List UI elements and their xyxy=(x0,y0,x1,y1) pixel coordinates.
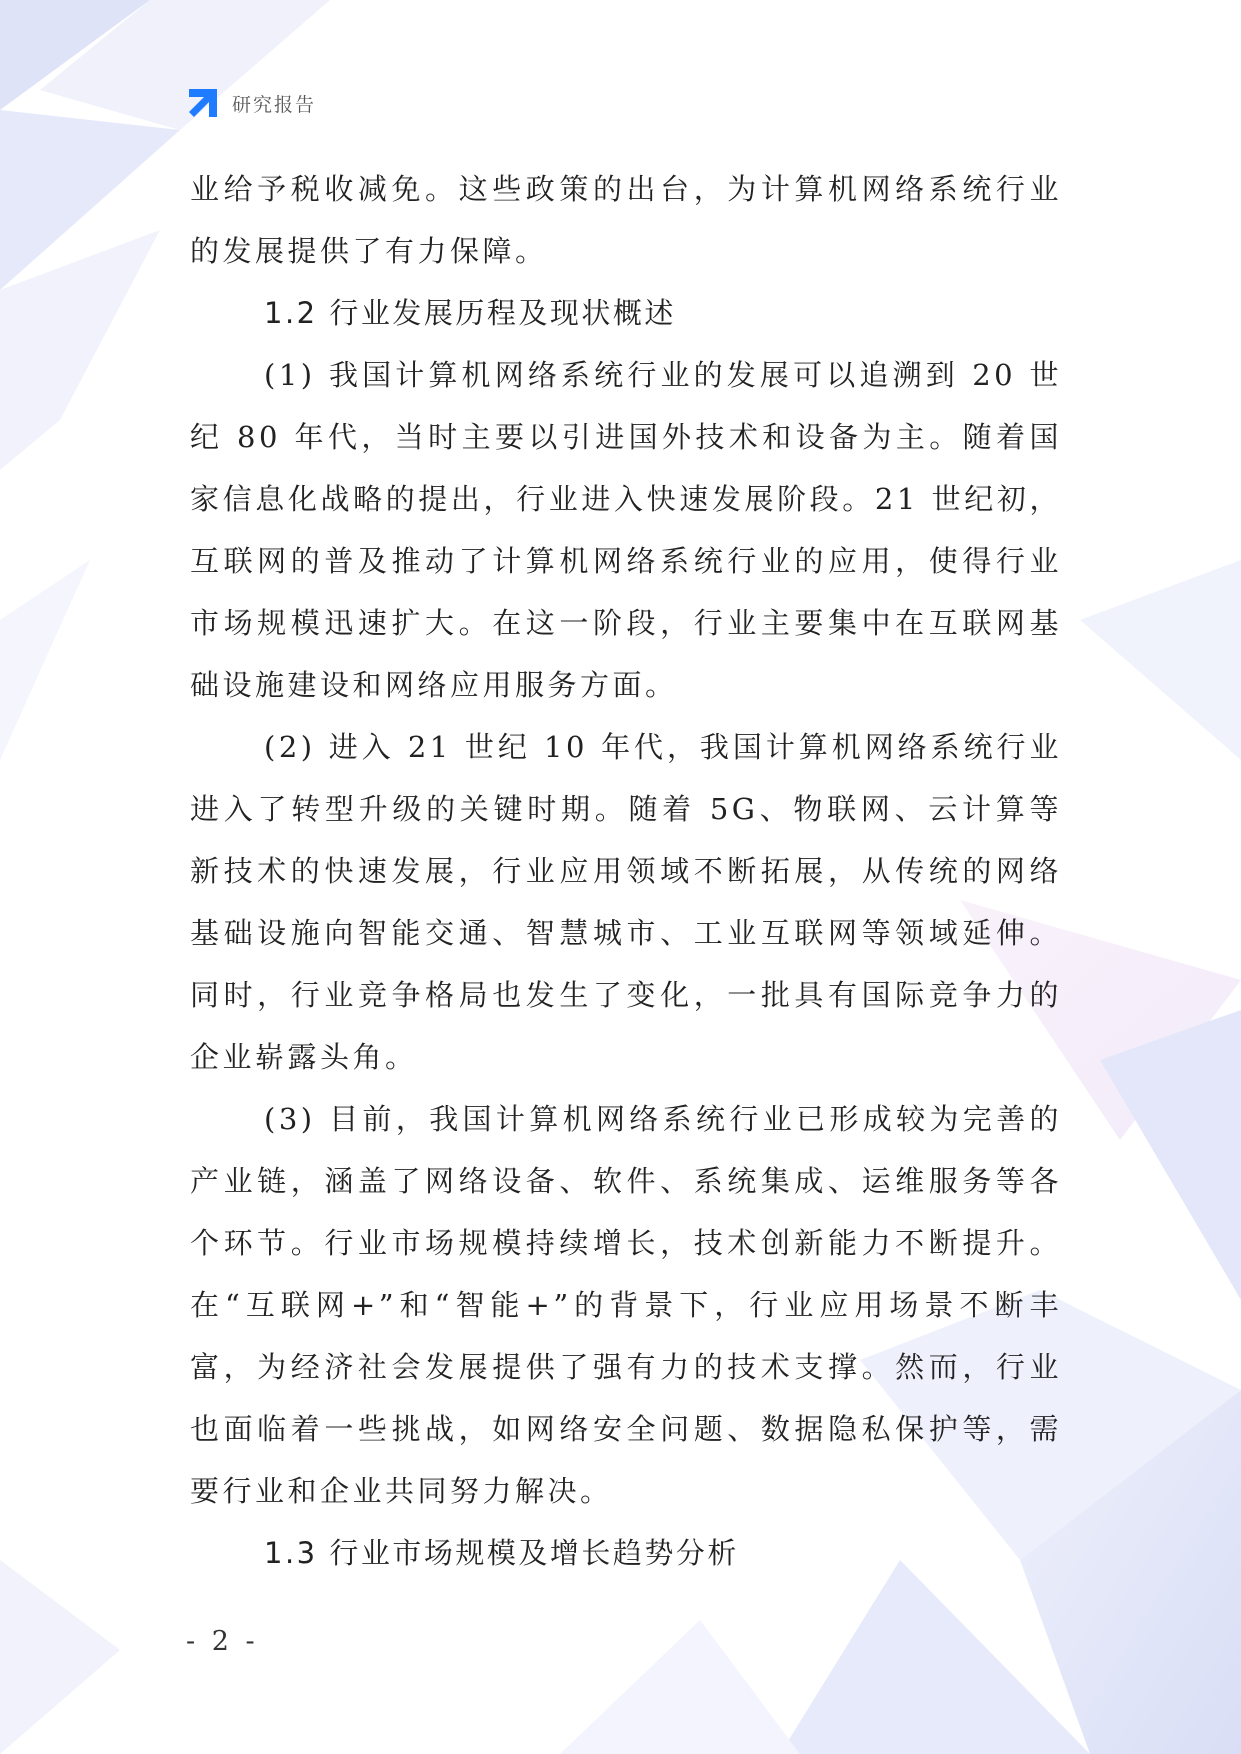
section-heading-1-2: 1.2 行业发展历程及现状概述 xyxy=(264,296,676,330)
arrow-up-right-icon xyxy=(186,86,220,120)
paragraph-1: (1) 我国计算机网络系统行业的发展可以追溯到 20 世纪 80 年代，当时主要以引进国外技术和设备为主。随着国家信息化战略的提出，行业进入快速发展阶段。21 世纪初，互联网的普及推动了计算机网络系统行业的应用，使得行业市场规模迅速扩大。在这一阶段，行业主要集中在互联网基础设施建设和网络应用服务方面。 xyxy=(190,358,1062,702)
paragraph-3: (3) 目前，我国计算机网络系统行业已形成较为完善的产业链，涵盖了网络设备、软件、系统集成、运维服务等各个环节。行业市场规模持续增长，技术创新能力不断提升。在“互联网+”和“智能+”的背景下，行业应用场景不断丰富，为经济社会发展提供了强有力的技术支撑。然而，行业也面临着一些挑战，如网络安全问题、数据隐私保护等，需要行业和企业共同努力解决。 xyxy=(190,1102,1062,1508)
page-number: - 2 - xyxy=(186,1626,259,1657)
paragraph-2: (2) 进入 21 世纪 10 年代，我国计算机网络系统行业进入了转型升级的关键时期。随着 5G、物联网、云计算等新技术的快速发展，行业应用领域不断拓展，从传统的网络基础设施向智能交通、智慧城市、工业互联网等领域延伸。同时，行业竞争格局也发生了变化，一批具有国际竞争力的企业崭露头角。 xyxy=(190,730,1062,1074)
page-header xyxy=(186,86,316,120)
paragraph-continuation: 业给予税收减免。这些政策的出台，为计算机网络系统行业的发展提供了有力保障。 xyxy=(190,172,1062,268)
header-title: 研究报告 xyxy=(232,93,317,116)
document-body xyxy=(190,158,1062,1584)
section-heading-1-3: 1.3 行业市场规模及增长趋势分析 xyxy=(264,1536,739,1570)
